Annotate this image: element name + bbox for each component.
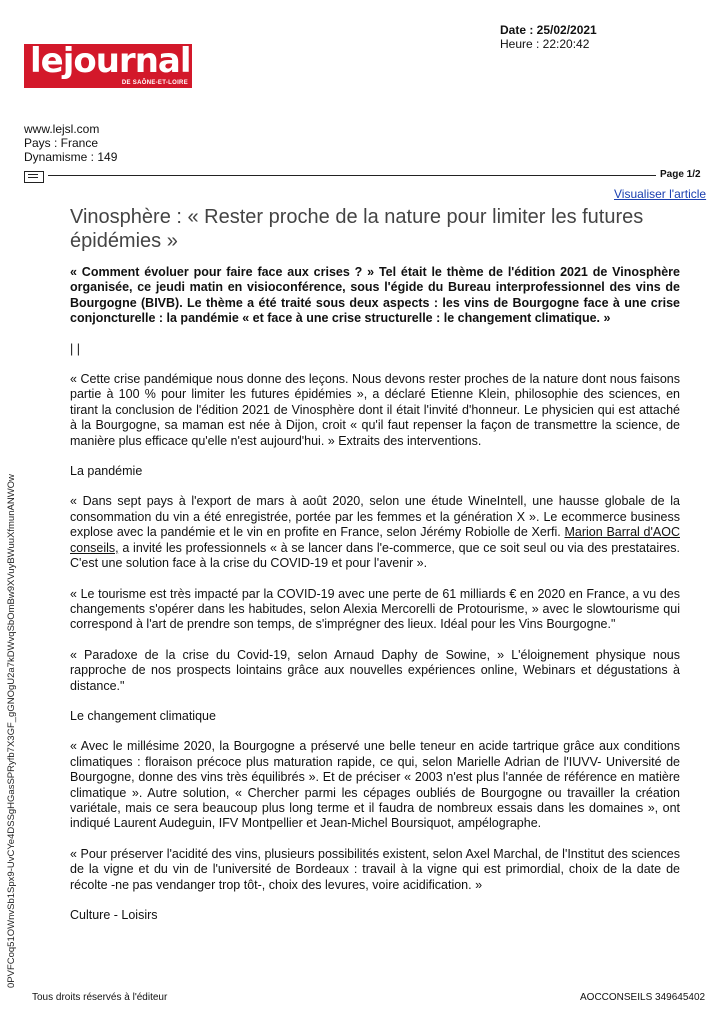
paragraph-3: « Le tourisme est très impacté par la COVID-19 avec une perte de 61 milliards € en 2020 en France, a vu des changements s'opérer dans les habitudes, selon Alexia Mercorelli de Protourisme, » avec le slowtourisme qui correspond à l'art de prendre son temps, de s'imprégner des lieux. Idéal pour les Vins Bourgogne." bbox=[70, 586, 680, 632]
view-article-link[interactable]: Visualiser l'article bbox=[614, 187, 707, 201]
newspaper-logo bbox=[24, 41, 192, 88]
paragraph-1: « Cette crise pandémique nous donne des leçons. Nous devons rester proches de la nature dont nous faisons partie à 100 % pour limiter les futures épidémies », a déclaré Etienne Klein, philosophie des sciences, en tirant la conclusion de l'édition 2021 de Vinosphère dont il était l'invité d'honneur. Le physicien qui est attaché à la Bourgogne, sa maman est née à Dijon, croit « qu'il faut repenser la façon de transmettre la science, de manière plus efficace qu'elle n'est aujourd'hui. » Extraits des interventions. bbox=[70, 372, 680, 448]
source-country: Pays : France bbox=[24, 136, 99, 150]
article-time: Heure : 22:20:42 bbox=[500, 37, 590, 51]
page-number: Page 1/2 bbox=[660, 169, 701, 180]
logo-wordmark: lejournal bbox=[30, 41, 191, 81]
article-title: Vinosphère : « Rester proche de la nature pour limiter les futures épidémies » bbox=[70, 206, 644, 252]
article-body bbox=[70, 265, 680, 938]
paragraph-2-start: « Dans sept pays à l'export de mars à août 2020, selon une étude WineIntell, une hausse globale de la consommation du vin a été enregistrée, portée par les femmes et la génération X ». Le ecommerce business explose avec la pandémie et le vin en profite en France, selon Jérémy Robiolle de Xerfi. bbox=[70, 494, 680, 540]
paragraph-4: « Paradoxe de la crise du Covid-19, selon Arnaud Daphy de Sowine, » L'éloignement physique nous rapproche de nos prospects lointains grâce aux nouvelles expériences online, Webinars et dégustations à distance." bbox=[70, 647, 680, 693]
paragraph-2-end: a invité les professionnels « à se lancer dans l'e-commerce, que ce soit seul ou via des prestataires. C'est une solution face à la crise du COVID-19 et pour l'avenir ». bbox=[70, 540, 680, 571]
header-divider bbox=[48, 175, 656, 176]
paragraph-6: « Pour préserver l'acidité des vins, plusieurs possibilités existent, selon Axel Marchal, de l'Institut des sciences de la vigne et du vin de l'université de Bordeaux : travail à la vigne qui est primordial, choix de la date de récolte -ne pas vendanger trop tôt-, choix des levures, voire acidification. » bbox=[70, 846, 680, 892]
source-info bbox=[24, 122, 117, 164]
logo-subtitle: DE SAÔNE-ET-LOIRE bbox=[121, 80, 188, 86]
footer-rights: Tous droits réservés à l'éditeur bbox=[32, 992, 168, 1003]
source-url: www.lejsl.com bbox=[24, 122, 100, 136]
document-id-code: 0PVFCoq51OWnvSb1Spx9-UvCYe4DSSgHGasSPRyfb7X3GF_gGNOgU2a7kDWvqSbOmBw9XVuyBWuuXfmunANWOw bbox=[6, 474, 17, 988]
paragraph-5: « Avec le millésime 2020, la Bourgogne a préservé une belle teneur en acide tartrique grâce aux conditions climatiques : floraison précoce plus maturation rapide, ce qui, selon Marielle Adrian de l'IUVV- Université de Bourgogne, donne des vins très équilibrés ». Et de préciser « 2003 n'est plus l'année de référence en matière climatique ». Autre solution, « Chercher parmi les cépages oubliés de Bourgogne ou travailler la création variétale, mais ce sera beaucoup plus long terme et il faudra de nombreux essais dans les domaines », ont indiqué Laurent Audeguin, IFV Montpellier et Jean-Michel Boursiquot, ampélographe. bbox=[70, 739, 680, 831]
document-icon bbox=[24, 171, 44, 183]
separator: | | bbox=[70, 341, 80, 356]
section-heading-climate: Le changement climatique bbox=[70, 708, 216, 723]
article-lead: « Comment évoluer pour faire face aux crises ? » Tel était le thème de l'édition 2021 de Vinosphère organisée, ce jeudi matin en visioconférence, sous l'égide du Bureau interprofessionnel des vins de Bourgogne (BIVB). Le thème a été traité sous deux aspects : les vins de Bourgogne face à une crise conjoncturelle : la pandémie « et face à une crise structurelle : le changement climatique. » bbox=[70, 265, 680, 326]
section-heading-pandemic: La pandémie bbox=[70, 464, 143, 479]
aoc-conseils-link[interactable]: Marion Barral d'AOC conseils, bbox=[70, 525, 680, 555]
source-dynamism: Dynamisme : 149 bbox=[24, 150, 118, 164]
article-date: Date : 25/02/2021 bbox=[500, 23, 597, 37]
article-category: Culture - Loisirs bbox=[70, 908, 158, 922]
footer-reference: AOCCONSEILS 349645402 bbox=[580, 992, 706, 1003]
paragraph-2 bbox=[70, 494, 680, 571]
